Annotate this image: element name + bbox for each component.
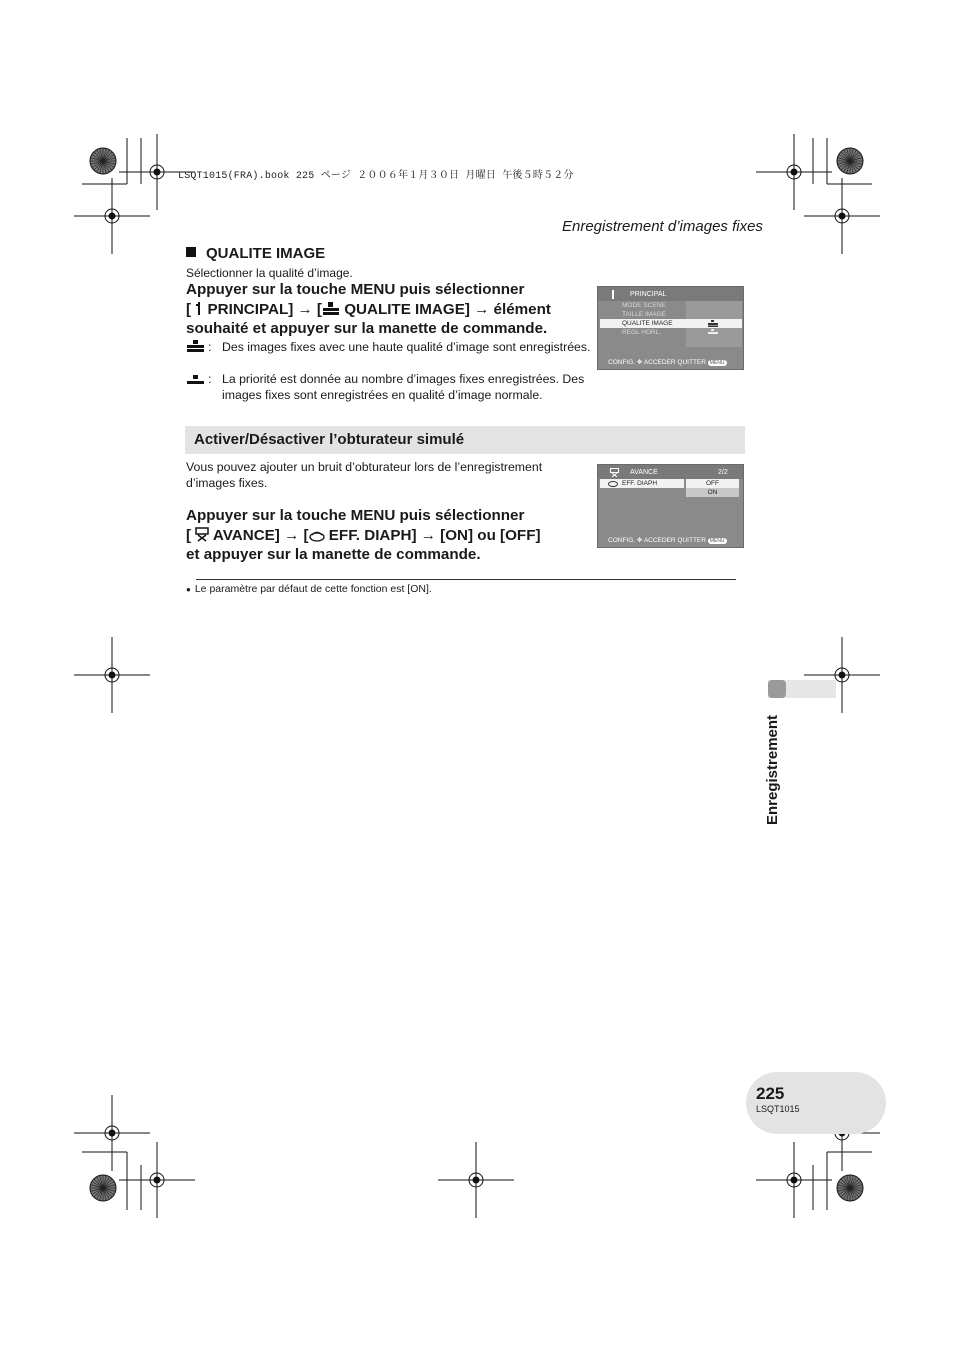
lcd-row-quality: QUALITE IMAGE	[600, 319, 742, 328]
joystick-icon: ✥	[636, 537, 643, 544]
lcd-footer-access: ACCEDER	[643, 537, 676, 544]
arrow: →	[474, 300, 490, 318]
shutter-label: EFF. DIAPH]	[324, 526, 421, 544]
lcd-title-bar	[598, 287, 743, 301]
lcd-title: PRINCIPAL	[630, 291, 667, 298]
on-off-label: [ON] ou [OFF]	[435, 526, 541, 544]
default-note	[186, 583, 432, 595]
advanced-label: AVANCE]	[209, 526, 285, 544]
colon: :	[208, 372, 212, 386]
element-label: élément	[489, 300, 551, 318]
lcd-footer-quit: QUITTER	[677, 359, 706, 366]
page-code: LSQT1015	[756, 1104, 800, 1114]
colon: :	[208, 340, 212, 354]
lcd-menu-advanced	[597, 464, 744, 548]
page-number: 225	[756, 1084, 785, 1103]
shutter-section-header	[185, 426, 745, 454]
lcd-row-clock: REGL HORL.	[622, 329, 662, 336]
bracket-open: [	[312, 300, 322, 318]
quality-title	[186, 245, 325, 262]
bullet-icon: ●	[186, 585, 191, 594]
normal-quality-icon	[708, 329, 718, 335]
menu-pill: MENU	[709, 538, 725, 544]
shutter-instr-line3: et appuyer sur la manette de commande.	[186, 546, 481, 563]
option-fine-text: Des images fixes avec une haute qualité d’image sont enregistrées.	[222, 340, 591, 354]
quality-instruction	[186, 280, 596, 339]
menu-pill: MENU	[709, 360, 725, 366]
quality-title-text: QUALITE IMAGE	[206, 245, 326, 262]
chapter-tab	[768, 680, 836, 698]
shutter-section-title: Activer/Désactiver l’obturateur simulé	[194, 431, 465, 448]
quality-label: QUALITE IMAGE]	[339, 300, 475, 318]
lcd-menu-principal	[597, 286, 744, 370]
shutter-instr-line2	[186, 526, 596, 546]
lcd-title: AVANCE	[630, 469, 658, 476]
fine-quality-icon	[186, 340, 206, 354]
lcd-footer-config: CONFIG.	[608, 537, 636, 544]
print-header: LSQT1015(FRA).book 225 ページ ２００６年１月３０日 月曜日 午後５時５２分	[178, 171, 574, 182]
fine-quality-icon	[322, 302, 340, 316]
bracket-open: [	[186, 300, 196, 318]
lcd-option-on: ON	[686, 488, 739, 497]
bracket-open: [	[299, 526, 309, 544]
shutter-icon	[309, 530, 325, 542]
note-text: Le paramètre par défaut de cette fonction est [ON].	[194, 583, 432, 595]
quality-instr-line1: Appuyer sur la touche MENU puis sélectionner	[186, 281, 525, 298]
quality-subtitle: Sélectionner la qualité d’image.	[186, 266, 353, 280]
lcd-footer-access: ACCEDER	[643, 359, 676, 366]
arrow: →	[284, 526, 300, 544]
normal-quality-icon	[186, 374, 206, 386]
chapter-tab-marker	[768, 680, 786, 698]
shutter-instr-line1: Appuyer sur la touche MENU puis sélectionner	[186, 507, 525, 524]
principal-label: PRINCIPAL]	[203, 300, 298, 318]
principal-icon	[610, 290, 616, 299]
advanced-icon	[195, 527, 209, 542]
square-bullet-icon	[186, 247, 196, 257]
lcd-page-indicator: 2/2	[718, 469, 728, 476]
lcd-footer	[608, 358, 727, 366]
arrow: →	[420, 526, 436, 544]
section-header: Enregistrement d’images fixes	[562, 218, 763, 235]
lcd-row-scene: MODE SCENE	[622, 302, 666, 309]
chapter-label: Enregistrement	[764, 714, 781, 825]
lcd-row-size: TAILLE IMAGE	[622, 311, 666, 318]
note-divider	[196, 579, 736, 580]
shutter-description: Vous pouvez ajouter un bruit d’obturateur lors de l’enregistrement d’images fixes.	[186, 460, 543, 490]
shutter-icon	[608, 480, 618, 487]
fine-quality-icon	[708, 320, 718, 327]
advanced-icon	[610, 468, 619, 477]
lcd-footer	[608, 536, 727, 544]
lcd-footer-quit: QUITTER	[677, 537, 706, 544]
bracket-open: [	[186, 526, 196, 544]
lcd-option-off: OFF	[686, 479, 739, 488]
option-normal-text: La priorité est donnée au nombre d’images fixes enregistrées. Des images fixes sont enregistrées en qualité d’image normale.	[222, 372, 585, 402]
shutter-instruction	[186, 506, 596, 565]
quality-instr-line3: souhaité et appuyer sur la manette de commande.	[186, 320, 548, 337]
joystick-icon: ✥	[636, 359, 643, 366]
arrow: →	[297, 300, 313, 318]
quality-instr-line2	[186, 300, 596, 320]
lcd-footer-config: CONFIG.	[608, 359, 636, 366]
lcd-row-shutter: EFF. DIAPH	[600, 479, 684, 488]
